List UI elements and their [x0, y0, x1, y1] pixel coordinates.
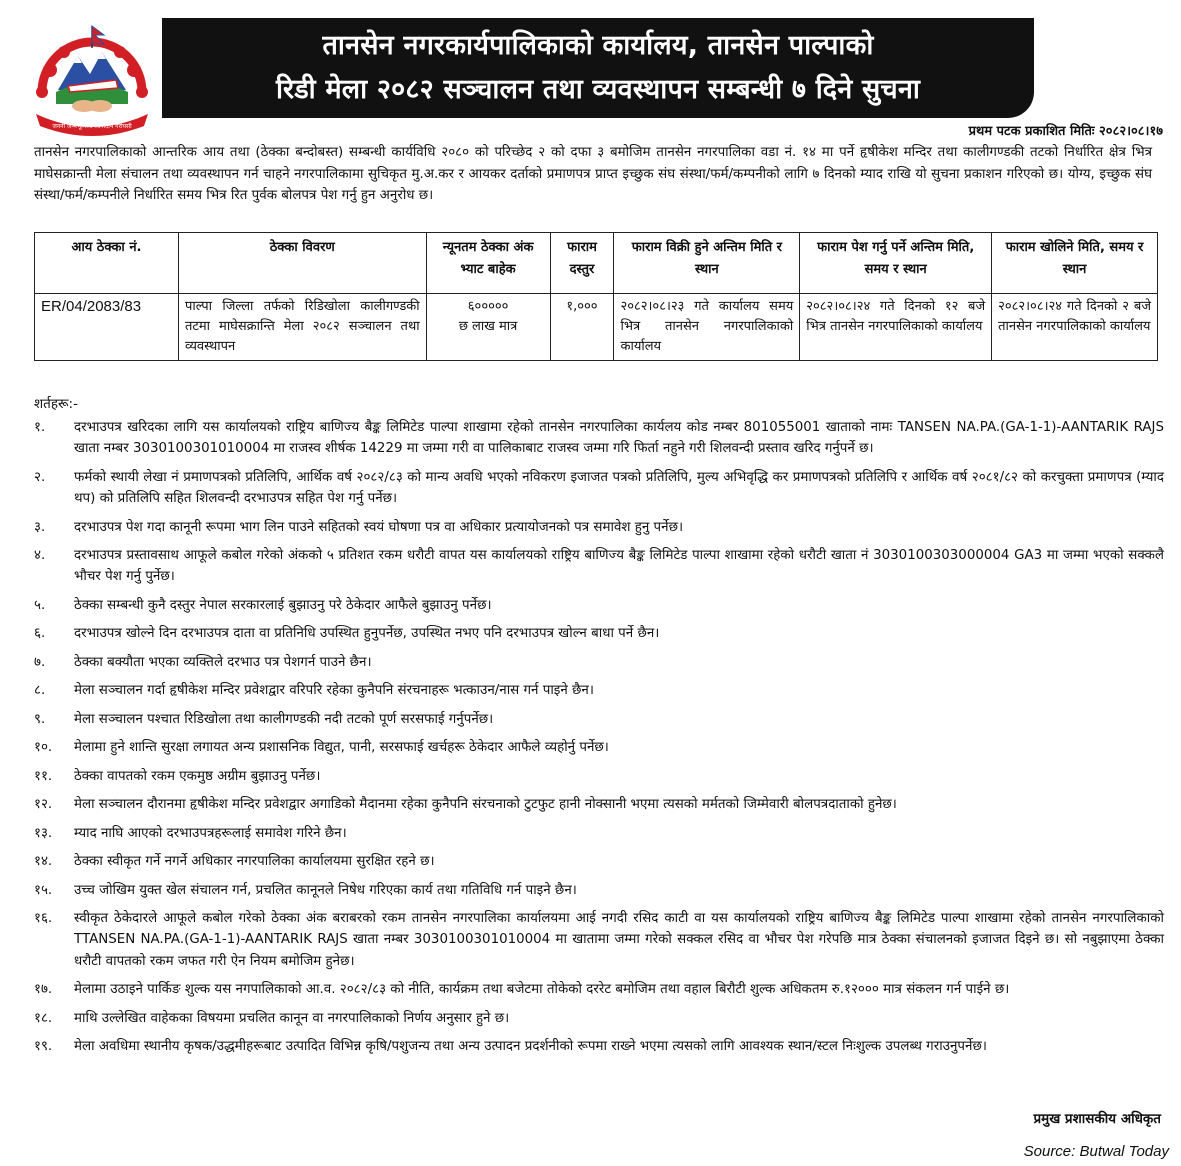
term-number: ३. [34, 519, 46, 535]
cell-opening-date: २०८२।०८।२४ गते दिनको २ बजे तानसेन नगरपालिकाको कार्यालय [992, 294, 1158, 361]
term-text: म्याद नाघि आएको दरभाउपत्रहरूलाई समावेश गरिने छैन। [74, 825, 347, 841]
cell-submission-deadline: २०८२।०८।२४ गते दिनको १२ बजे भित्र तानसेन नगरपालिकाको कार्यालय [800, 294, 992, 361]
term-number: १२. [34, 797, 53, 813]
list-item [34, 1036, 1164, 1057]
term-text: ठेक्का वापतको रकम एकमुष्ठ अग्रीम बुझाउनु पर्नेछ। [74, 768, 321, 784]
list-item [34, 467, 1164, 510]
terms-list [34, 417, 1164, 1065]
term-text: उच्च जोखिम युक्त खेल संचालन गर्न, प्रचलित कानूनले निषेध गरिएका कार्य तथा गतिविधि गर्न पाइने छैन। [74, 882, 577, 898]
publication-date: प्रथम पटक प्रकाशित मितिः २०८२।०८।१७ [968, 124, 1163, 139]
list-item [34, 851, 1164, 872]
cell-last-sale-date: २०८२।०८।२३ गते कार्यालय समय भित्र तानसेन नगरपालिकाको कार्यालय [614, 294, 800, 361]
list-item [34, 880, 1164, 901]
list-item [34, 417, 1164, 460]
list-item [34, 595, 1164, 616]
term-number: ७. [34, 654, 46, 670]
terms-heading: शर्तहरू:- [34, 396, 78, 412]
list-item [34, 623, 1164, 644]
table-header-row [35, 233, 1158, 294]
term-number: १८. [34, 1010, 53, 1026]
term-number: ८. [34, 683, 46, 699]
term-text: मेलामा उठाइने पार्किङ शुल्क यस नगपालिकाको आ.व. २०८२/८३ को नीति, कार्यक्रम तथा बजेटमा तोकेको दररेट बमोजिम तथा वहाल बिरौटी शुल्क अधिकतम रु.१२००० मात्र संकलन गर्न पाईने छ। [74, 982, 1010, 998]
term-text: माथि उल्लेखित वाहेकका विषयमा प्रचलित कानून वा नगरपालिकाको निर्णय अनुसार हुने छ। [74, 1010, 510, 1026]
term-number: ११. [34, 768, 53, 784]
emblem-motto: जननी जन्मभूमिश्च स्वर्गादपि गरीयसी [52, 123, 132, 130]
list-item [34, 823, 1164, 844]
term-text: फर्मको स्थायी लेखा नं प्रमाणपत्रको प्रतिलिपि, आर्थिक वर्ष २०८२/८३ को मान्य अवधि भएको नविकरण इजाजत पत्रको प्रतिलिपि, मुल्य अभिवृद्धि कर प्रमाणपत्रको प्रतिलिपि र आर्थिक वर्ष २०८१/८२ को करचुक्ता प्रमाणपत्र (म्याद थप) को प्रतिलिपि सहित शिलवन्दी दरभाउपत्र सहित पेश गर्नु पर्नेछ। [74, 469, 1164, 507]
term-text: ठेक्का स्वीकृत गर्ने नगर्ने अधिकार नगरपालिका कार्यालयमा सुरक्षित रहने छ। [74, 854, 435, 870]
term-number: १. [34, 420, 46, 435]
term-number: १४. [34, 854, 53, 870]
header-last-sale-date: फाराम विक्री हुने अन्तिम मिति र स्थान [614, 233, 800, 294]
term-number: ९. [34, 711, 46, 727]
header-tender-number: आय ठेक्का नं. [35, 233, 179, 294]
term-text: ठेक्का बक्यौता भएका व्यक्तिले दरभाउ पत्र पेशगर्न पाउने छैन। [74, 654, 372, 670]
term-text: मेला सञ्चालन पश्चात रिडिखोला तथा कालीगण्डकी नदी तटको पूर्ण सरसफाई गर्नुपर्नेछ। [74, 711, 494, 727]
header-form-fee: फाराम दस्तुर [550, 233, 614, 294]
term-text: मेला सञ्चालन गर्दा हृषीकेश मन्दिर प्रवेशद्वार वरिपरि रहेका कुनैपनि संरचनाहरू भत्काउन/नास गर्न पाइने छैन। [74, 683, 594, 699]
header-tender-details: ठेक्का विवरण [178, 233, 426, 294]
title-bar [162, 18, 1034, 118]
list-item [34, 652, 1164, 673]
term-number: १९. [34, 1039, 53, 1055]
term-text: दरभाउपत्र खरिदका लागि यस कार्यालयको राष्ट्रिय बाणिज्य बैङ्क लिमिटेड पाल्पा शाखामा रहेको तानसेन नगरपालिका कार्यलय कोड नम्बर 801055001 खाताको नामः TANSEN NA.PA.(GA-1-1)-AANTARIK RAJS खाता नम्बर 3030100301010004 मा राजस्व शीर्षक 14229 मा जम्मा गरी वा पालिकाबाट राजस्व जम्मा गरि फिर्ता नहुने गरी शिलवन्दी प्रस्ताव खरिद गर्नुपर्ने छ। [74, 420, 1164, 457]
term-text: दरभाउपत्र प्रस्तावसाथ आफूले कबोल गरेको अंकको ५ प्रतिशत रकम धरौटी वापत यस कार्यालयको राष्ट्रिय बाणिज्य बैङ्क लिमिटेड पाल्पा शाखामा रहेको धरौटी खाता नं 3030100303000004 GA3 मा जम्मा भएको सक्कलै भौचर पेश गर्नु पुर्नेछ। [74, 548, 1164, 585]
term-number: १०. [34, 740, 53, 756]
list-item [34, 766, 1164, 787]
term-number: १६. [34, 911, 53, 927]
term-text: दरभाउपत्र खोल्ने दिन दरभाउपत्र दाता वा प्रतिनिधि उपस्थित हुनुपर्नेछ, उपस्थित नभए पनि दरभाउपत्र खोल्न बाधा पर्ने छैन। [74, 626, 660, 642]
term-text: मेलामा हुने शान्ति सुरक्षा लगायत अन्य प्रशासनिक विद्युत, पानी, सरसफाई खर्चहरू ठेकेदार आफैले व्यहोर्नु पर्नेछ। [74, 740, 609, 756]
term-number: २. [34, 469, 46, 485]
list-item [34, 794, 1164, 815]
header-opening-date: फाराम खोलिने मिति, समय र स्थान [992, 233, 1158, 294]
header-submission-deadline: फाराम पेश गर्नु पर्ने अन्तिम मिति, समय र स्थान [800, 233, 992, 294]
list-item [34, 709, 1164, 730]
term-text: मेला अवधिमा स्थानीय कृषक/उद्धमीहरूबाट उत्पादित विभिन्न कृषि/पशुजन्य तथा अन्य उत्पादन प्रदर्शनीको रूपमा राख्ने भएमा त्यसको लागि आवश्यक स्थान/स्टल निःशुल्क उपलब्ध गराउनुपर्नेछ। [74, 1039, 987, 1055]
term-number: १७. [34, 982, 53, 998]
list-item [34, 517, 1164, 538]
title-line-1: तानसेन नगरकार्यपालिकाको कार्यालय, तानसेन पाल्पाको [322, 30, 874, 61]
signatory-title: प्रमुख प्रशासकीय अधिकृत [1033, 1111, 1161, 1127]
term-number: ५. [34, 597, 46, 613]
list-item [34, 680, 1164, 701]
term-number: ४. [34, 548, 46, 564]
list-item [34, 737, 1164, 758]
cell-tender-details: पाल्पा जिल्ला तर्फको रिडिखोला कालीगण्डकी तटमा माघेसक्रान्ति मेला २०८२ सञ्चालन तथा व्यवस्थापन [178, 294, 426, 361]
term-text: दरभाउपत्र पेश गदा कानूनी रूपमा भाग लिन पाउने सहितको स्वयं घोषणा पत्र वा अधिकार प्रत्यायोजनको पत्र समावेश हुनु पर्नेछ। [74, 519, 684, 535]
term-text: स्वीकृत ठेकेदारले आफूले कबोल गरेको ठेक्का अंक बराबरको रकम तानसेन नगरपालिका कार्यालयमा आई नगदी रसिद काटी वा यस कार्यालयको राष्ट्रिय बाणिज्य बैङ्क लिमिटेड पाल्पा शाखामा रहेको तानसेन नगरपालिकाको TTANSEN NA.PA.(GA-1-1)-AANTARIK RAJS खाता नम्बर 3030100301010004 मा खातामा जम्मा गरेको सक्कल रसिद वा भौचर पेश गरेपछि मात्र ठेक्का संचालनको इजाजत दिइने छ। सो नबुझाएमा ठेक्का धरौटी वापतको रकम जफत गरी ऐन नियम बमोजिम हुनेछ। [74, 911, 1164, 969]
list-item [34, 545, 1164, 588]
table-row [35, 294, 1158, 361]
title-line-2: रिडी मेला २०८२ सञ्चालन तथा व्यवस्थापन सम्बन्धी ७ दिने सुचना [275, 74, 921, 105]
list-item [34, 1008, 1164, 1029]
nepal-government-emblem-icon [28, 22, 156, 140]
term-number: ६. [34, 626, 46, 642]
header-minimum-amount: न्यूनतम ठेक्का अंक भ्याट बाहेक [426, 233, 550, 294]
list-item [34, 908, 1164, 972]
tender-table [34, 232, 1158, 361]
list-item [34, 979, 1164, 1000]
cell-tender-number: ER/04/2083/83 [35, 294, 179, 361]
term-text: ठेक्का सम्बन्धी कुनै दस्तुर नेपाल सरकारलाई बुझाउनु परे ठेकेदार आफैले बुझाउनु पर्नेछ। [74, 597, 492, 613]
cell-minimum-amount: ६००००० छ लाख मात्र [426, 294, 550, 361]
term-number: १३. [34, 825, 53, 841]
source-credit: Source: Butwal Today [1023, 1143, 1169, 1160]
intro-paragraph: तानसेन नगरपालिकाको आन्तरिक आय तथा (ठेक्का बन्दोबस्त) सम्बन्धी कार्यविधि २०८० को परिच्छेद २ को दफा ३ बमोजिम तानसेन नगरपालिका वडा नं. १४ मा पर्ने हृषीकेश मन्दिर तथा कालीगण्डकी तटको निर्धारित क्षेत्र भित्र माघेसक्रान्ती मेला संचालन तथा व्यवस्थापन गर्न चाहने नगरपालिकामा सुचिकृत मु.अ.कर र आयकर दर्ताको प्रमाणपत्र प्राप्त इच्छुक संघ संस्था/फर्म/कम्पनीको लागि ७ दिनको म्याद राखि यो सुचना प्रकाशन गरिएको छ। योग्य, इच्छुक संघ संस्था/फर्म/कम्पनीले निर्धारित समय भित्र रित पुर्वक बोलपत्र पेश गर्नु हुन अनुरोध छ। [34, 145, 1152, 203]
cell-form-fee: १,००० [550, 294, 614, 361]
term-number: १५. [34, 882, 53, 898]
term-text: मेला सञ्चालन दौरानमा हृषीकेश मन्दिर प्रवेशद्वार अगाडिको मैदानमा रहेका कुनैपनि संरचनाको टुटफुट हानी नोक्सानी भएमा त्यसको मर्मतको जिम्मेवारी बोलपत्रदाताको हुनेछ। [74, 797, 897, 813]
